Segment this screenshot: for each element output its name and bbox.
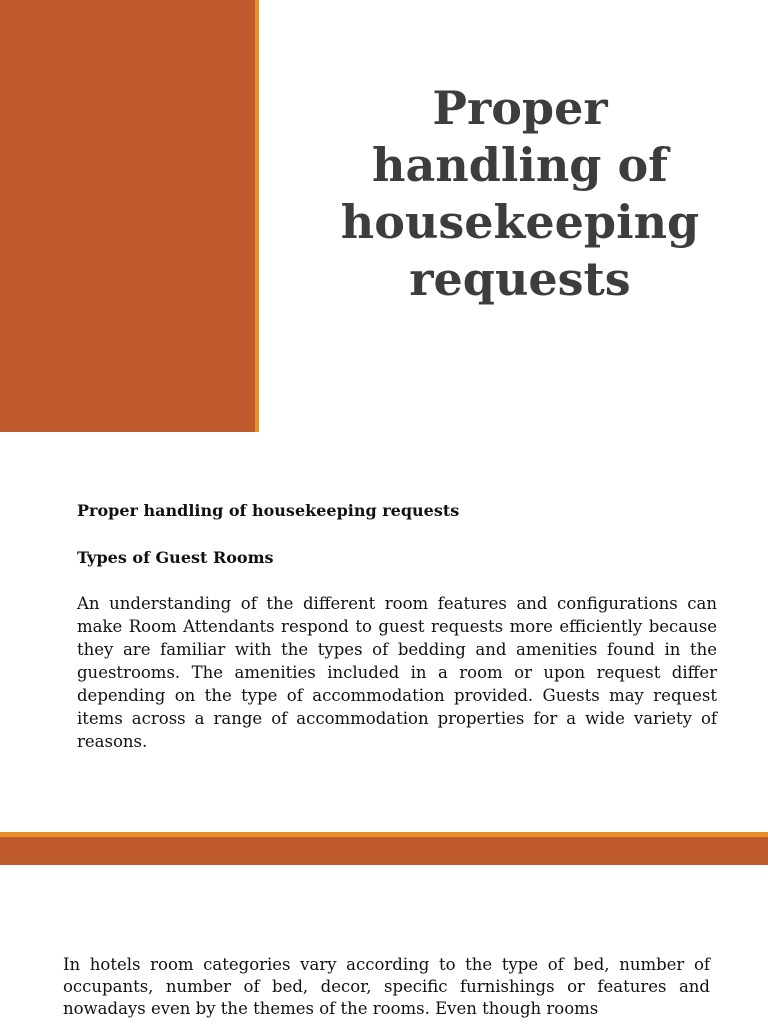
section-paragraph: An understanding of the different room features and configurations can make Room Attendants respond to guest requests more efficiently because they are familiar with the types of bedding and amenities found in the guestrooms. The amenities included in a room or upon request differ depending on the type of accommodation provided. Guests may request items across a range of accommodation properties for a wide variety of reasons. (77, 594, 717, 751)
section-heading: Proper handling of housekeeping requests (77, 501, 460, 520)
title-slide (0, 0, 768, 432)
section-content-2 (63, 954, 710, 1020)
accent-panel-edge (255, 0, 259, 432)
accent-panel (0, 0, 255, 432)
section-paragraph-2: In hotels room categories vary according to the type of bed, number of occupants, number of bed, decor, specific furnishings or features and nowadays even by the themes of the rooms. Even though rooms (63, 955, 710, 1018)
section-content (77, 498, 717, 753)
slide-title (300, 80, 740, 308)
slide-title-line-2: handling of (372, 138, 668, 192)
slide-title-line-1: Proper (432, 81, 608, 135)
slide-title-line-3: housekeeping (340, 195, 700, 249)
slide-title-line-4: requests (409, 252, 631, 306)
divider-band (0, 837, 768, 865)
section-subheading: Types of Guest Rooms (77, 548, 274, 567)
